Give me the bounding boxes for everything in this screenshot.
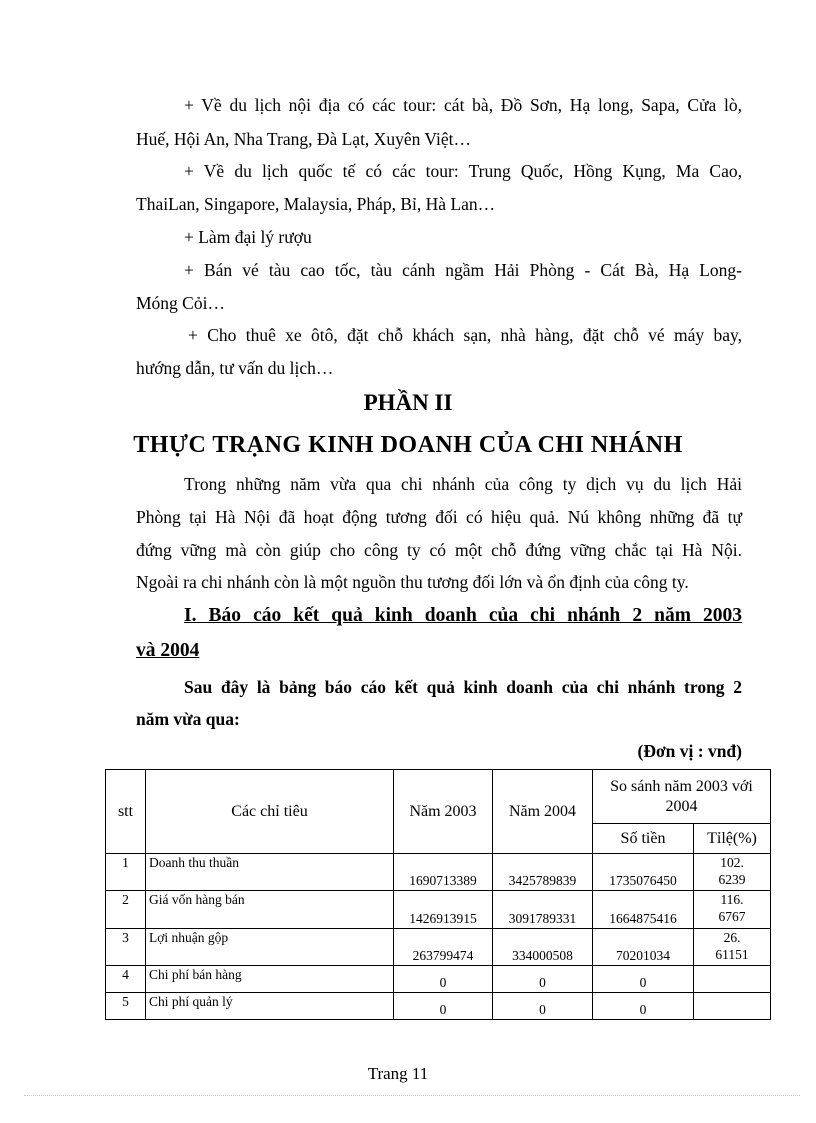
cell-amount: 70201034 [593,929,694,966]
paragraph-line: + Cho thuê xe ôtô, đặt chỗ khách sạn, nhà hàng, đặt chỗ vé máy bay, [188,325,742,345]
cell-name: Giá vốn hàng bán [146,891,394,929]
cell-name: Chi phí bán hàng [146,966,394,993]
intro-line: Ngoài ra chi nhánh còn là một nguồn thu tương đối lớn và ổn định của công ty. [136,572,689,592]
cell-amount: 1664875416 [593,891,694,929]
cell-ratio [694,891,771,929]
cell-ratio [694,854,771,891]
cell-stt: 1 [106,854,146,891]
paragraph-line: + Làm đại lý rượu [184,227,312,247]
cell-2003: 1690713389 [394,854,493,891]
cell-2004: 0 [493,966,593,993]
intro-line: Phòng tại Hà Nội đã hoạt động tương đối có hiệu quả. Nú không những đã tự [136,507,742,527]
cell-amount: 0 [593,966,694,993]
paragraph-line: + Về du lịch nội địa có các tour: cát bà, Đồ Sơn, Hạ long, Sapa, Cửa lò, [184,95,742,115]
table-row [106,966,771,993]
paragraph-line: + Về du lịch quốc tế có các tour: Trung Quốc, Hồng Kụng, Ma Cao, [184,161,742,181]
cell-name: Lợi nhuận gộp [146,929,394,966]
cell-2003: 0 [394,993,493,1020]
cell-ratio [694,966,771,993]
ratio-part: 102. [720,855,744,870]
cell-ratio [694,929,771,966]
ratio-part: 61151 [715,947,749,962]
lead-line: Sau đây là bảng báo cáo kết quả kinh doanh của chi nhánh trong 2 [184,677,742,697]
paragraph-line: + Bán vé tàu cao tốc, tàu cánh ngầm Hải Phòng - Cát Bà, Hạ Long- [184,260,742,280]
cell-2003: 0 [394,966,493,993]
cell-2004: 3425789839 [493,854,593,891]
paragraph-line: hướng dẫn, tư vấn du lịch… [136,358,334,378]
cell-stt: 4 [106,966,146,993]
ratio-part: 6767 [718,909,746,924]
header-year-2004: Năm 2004 [493,770,593,854]
unit-note: (Đơn vị : vnđ) [637,741,742,761]
header-year-2003: Năm 2003 [394,770,493,854]
ratio-part: 116. [720,892,744,907]
cell-2003: 1426913915 [394,891,493,929]
ratio-part: 6239 [718,872,746,887]
header-amount: Số tiền [593,824,694,854]
paragraph-line: Huế, Hội An, Nha Trang, Đà Lạt, Xuyên Việt… [136,129,471,149]
table-row [106,854,771,891]
part-heading: PHẦN II [363,390,453,415]
cell-amount: 1735076450 [593,854,694,891]
cell-ratio [694,993,771,1020]
paragraph-line: Móng Cỏi… [136,293,225,313]
header-compare: So sánh năm 2003 với 2004 [593,770,771,824]
table-row [106,891,771,929]
cell-2004: 334000508 [493,929,593,966]
section-heading: I. Báo cáo kết quả kinh doanh của chi nhánh 2 năm 2003 [184,605,742,626]
cell-stt: 3 [106,929,146,966]
cell-2003: 263799474 [394,929,493,966]
cell-name: Doanh thu thuần [146,854,394,891]
section-heading-cont: và 2004 [136,640,200,661]
chapter-title: THỰC TRẠNG KINH DOANH CỦA CHI NHÁNH [133,432,683,458]
intro-line: đứng vững mà còn giúp cho công ty có một chỗ đứng vững chắc tại Hà Nội. [136,540,742,560]
cell-2004: 3091789331 [493,891,593,929]
intro-line: Trong những năm vừa qua chi nhánh của công ty dịch vụ du lịch Hải [184,474,742,494]
header-ratio: Tỉlệ(%) [694,824,771,854]
header-indicator: Các chỉ tiêu [146,770,394,854]
lead-line: năm vừa qua: [136,709,240,729]
table-row [106,929,771,966]
business-results-table [105,769,771,1020]
cell-stt: 5 [106,993,146,1020]
cell-stt: 2 [106,891,146,929]
page-number: Trang 11 [367,1064,429,1083]
paragraph-line: ThaiLan, Singapore, Malaysia, Pháp, Bỉ, Hà Lan… [136,194,496,214]
cell-name: Chi phí quản lý [146,993,394,1020]
page-bottom-divider [24,1095,800,1096]
cell-amount: 0 [593,993,694,1020]
ratio-part: 26. [723,930,741,945]
header-stt: stt [106,770,146,854]
cell-2004: 0 [493,993,593,1020]
table-row [106,993,771,1020]
